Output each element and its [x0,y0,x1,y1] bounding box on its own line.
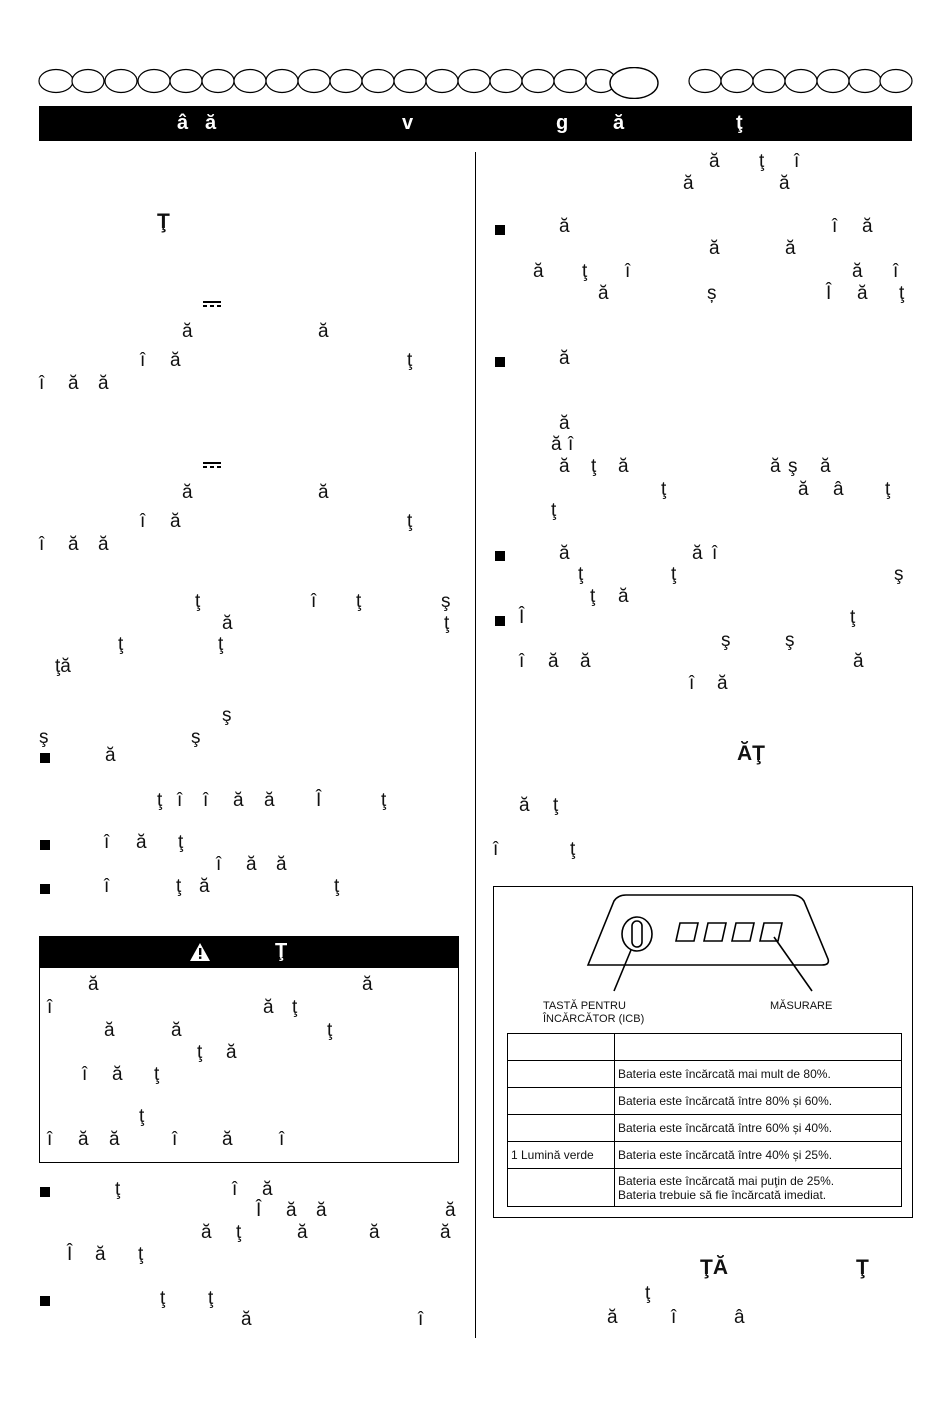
text-fragment: ş [222,705,232,726]
text-fragment: î [519,651,525,672]
text-fragment: ă [246,854,257,875]
text-fragment: ă [112,1064,123,1085]
text-fragment: î [893,261,899,282]
text-fragment: ţ [885,479,891,500]
text-fragment: ţ [160,1288,166,1309]
text-fragment: ă [316,1200,327,1221]
text-fragment: ţ [157,790,163,811]
measure-label: MĂSURARE [770,1000,833,1012]
text-fragment: ş [721,630,731,651]
text-fragment: î [568,434,574,455]
text-fragment: î [832,216,838,237]
text-fragment: â [734,1307,745,1328]
warning-box [39,936,459,1163]
title-char: ţ [736,112,743,134]
text-fragment: ţ [118,634,124,655]
language-tab[interactable] [202,70,234,93]
bullet-icon [40,753,50,763]
text-fragment: ţ [236,1222,242,1243]
text-fragment: î [418,1309,424,1330]
text-fragment: ă [533,261,544,282]
text-fragment: ă [862,216,873,237]
text-fragment: ă [519,795,530,816]
battery-indicator-figure [493,886,913,1218]
text-fragment: ă [171,1020,182,1041]
text-fragment: ă [98,373,109,394]
language-tab[interactable] [849,70,881,93]
text-fragment: î [104,876,110,897]
text-fragment: ă [559,348,570,369]
text-fragment: ă [618,456,629,477]
bullet-icon [495,616,505,626]
text-fragment: ă [201,1222,212,1243]
text-fragment: î [177,790,183,811]
text-fragment: ţ [591,456,597,477]
language-tab[interactable] [721,70,753,93]
text-fragment: ţ [578,564,584,585]
text-fragment: ă [88,974,99,995]
text-fragment: ş [441,591,451,612]
text-fragment: î [104,832,110,853]
text-fragment: ţ [218,634,224,655]
text-fragment: î [140,511,146,532]
text-fragment: ş [785,630,795,651]
text-fragment: ă [286,1200,297,1221]
column-divider [475,152,476,1338]
language-tab[interactable] [689,70,721,93]
text-fragment: î [140,350,146,371]
language-tab[interactable] [298,70,330,93]
text-fragment: ă [717,673,728,694]
text-fragment: ă [318,482,329,503]
text-fragment: ţ [407,350,413,371]
text-fragment: ă [136,832,147,853]
table-row [508,1142,902,1169]
text-fragment: ă [559,413,570,434]
text-fragment: ă [199,876,210,897]
text-fragment: ă [182,482,193,503]
text-fragment: ă [182,321,193,342]
language-tab[interactable] [362,70,394,93]
text-fragment: î [311,591,317,612]
text-fragment: ţ [176,876,182,897]
text-fragment: ă [580,651,591,672]
language-tab[interactable] [522,70,554,93]
text-fragment: ţ [645,1283,651,1304]
table-row [508,1169,902,1207]
text-fragment: ţ [381,790,387,811]
dc-symbol-icon [203,301,221,307]
table-row [508,1088,902,1115]
text-fragment: î [39,534,45,555]
bullet-icon [40,884,50,894]
warning-header [40,937,458,968]
language-tab[interactable] [458,70,490,93]
language-tab[interactable] [138,70,170,93]
text-fragment: ţ [292,997,298,1018]
text-fragment: î [625,261,631,282]
text-fragment: ţ [197,1042,203,1063]
language-tab[interactable] [234,70,266,93]
bullet-icon [495,225,505,235]
text-fragment: ţ [590,586,596,607]
text-fragment: ă [170,511,181,532]
text-fragment: ă [618,586,629,607]
text-fragment: î [493,839,499,860]
battery-status-table [507,1033,902,1207]
indicator-cell [508,1061,615,1088]
text-fragment: î [279,1129,285,1150]
language-tab[interactable] [330,70,362,93]
language-tab[interactable] [490,70,522,93]
text-fragment: ă [445,1200,456,1221]
text-fragment: ă [104,1020,115,1041]
language-tab[interactable] [426,70,458,93]
icb-label-line2: ÎNCĂRCĂTOR (ICB) [543,1013,645,1025]
text-fragment: ă [276,854,287,875]
text-fragment: ă [222,1129,233,1150]
language-tabs-graphic [38,67,914,99]
text-fragment: î [232,1179,238,1200]
text-fragment: î [172,1129,178,1150]
text-fragment: ă [369,1222,380,1243]
bullet-icon [40,840,50,850]
text-fragment: ş [788,456,798,477]
text-fragment: Î [826,283,832,304]
bullet-icon [495,357,505,367]
description-cell [615,1034,902,1061]
text-fragment: ă [770,456,781,477]
text-fragment: ţ [899,283,905,304]
text-fragment: ă [98,534,109,555]
bullet-icon [40,1296,50,1306]
text-fragment: ă [318,321,329,342]
text-fragment: ţ [551,500,557,521]
language-tab[interactable] [72,70,104,93]
text-fragment: ă [857,283,868,304]
indicator-cell [508,1169,615,1207]
indicator-cell [508,1034,615,1061]
text-fragment: ă [709,151,720,172]
language-tab[interactable] [785,70,817,93]
text-fragment: î [794,151,800,172]
text-fragment: ă [559,216,570,237]
text-fragment: î [689,673,695,694]
text-fragment: Î [67,1244,73,1265]
text-fragment: ă [68,373,79,394]
section-heading: ĂŢ [737,742,765,765]
description-cell: Bateria este încărcată între 80% și 60%. [615,1088,902,1115]
description-line: Bateria este încărcată mai puţin de 25%. [618,1173,835,1188]
text-fragment: ă [559,456,570,477]
warning-triangle-icon [189,942,211,962]
language-tab[interactable] [39,70,73,93]
title-char: â [177,112,189,134]
text-fragment: î [203,790,209,811]
text-fragment: ţ [195,591,201,612]
text-fragment: ţ [444,613,450,634]
table-row [508,1034,902,1061]
text-fragment: ă [692,543,703,564]
description-cell [615,1169,902,1207]
text-fragment: ţ [759,151,765,172]
text-fragment: ă [297,1222,308,1243]
text-fragment: ţ [407,511,413,532]
text-fragment: î [47,1129,53,1150]
text-fragment: î [39,373,45,394]
section-heading: Ţ [856,1256,869,1279]
language-tab[interactable] [170,70,202,93]
text-fragment: ă [853,651,864,672]
text-fragment: ţ [671,564,677,585]
text-fragment: ă [785,238,796,259]
title-char: ă [205,112,217,134]
text-fragment: ă [78,1129,89,1150]
text-fragment: ă [548,651,559,672]
bullet-icon [40,1187,50,1197]
text-fragment: Î [519,607,525,628]
description-cell: Bateria este încărcată între 60% și 40%. [615,1115,902,1142]
section-heading: Ţ [157,210,170,233]
text-fragment: ţ [334,876,340,897]
text-fragment: ă [263,997,274,1018]
text-fragment: î [47,997,53,1018]
text-fragment: ţ [138,1244,144,1265]
text-fragment: ş [39,727,49,748]
text-fragment: ţ [661,479,667,500]
text-fragment: ă [551,434,562,455]
icb-label-line1: TASTĂ PENTRU [543,1000,626,1012]
text-fragment: ţă [55,656,71,677]
text-fragment: ă [820,456,831,477]
description-cell: Bateria este încărcată între 40% și 25%. [615,1142,902,1169]
text-fragment: î [671,1307,677,1328]
language-tab-active[interactable] [610,68,658,99]
section-heading: ŢĂ [700,1256,728,1279]
text-fragment: ș [707,283,717,304]
text-fragment: Î [316,790,322,811]
text-fragment: ă [241,1309,252,1330]
description-line: Bateria trebuie să fie încărcată imediat. [618,1187,827,1202]
text-fragment: ţ [139,1106,145,1127]
text-fragment: ţ [115,1179,121,1200]
table-row [508,1061,902,1088]
text-fragment: ţ [553,795,559,816]
text-fragment: ă [233,790,244,811]
text-fragment: ş [191,727,201,748]
warning-title: Ţ [275,940,288,962]
text-fragment: î [216,854,222,875]
text-fragment: ţ [178,832,184,853]
text-fragment: ă [170,350,181,371]
indicator-cell [508,1115,615,1142]
text-fragment: Î [256,1200,262,1221]
text-fragment: ţ [327,1020,333,1041]
text-fragment: ă [105,745,116,766]
description-cell: Bateria este încărcată mai mult de 80%. [615,1061,902,1088]
text-fragment: ş [894,564,904,585]
text-fragment: ă [68,534,79,555]
language-tab[interactable] [554,70,586,93]
indicator-cell: 1 Lumină verde [508,1142,615,1169]
title-char: g [556,112,569,134]
text-fragment: ă [598,283,609,304]
language-tab[interactable] [817,70,849,93]
text-fragment: ă [95,1244,106,1265]
bullet-icon [495,551,505,561]
text-fragment: ă [264,790,275,811]
text-fragment: ţ [570,839,576,860]
language-tab[interactable] [266,70,298,93]
language-tab[interactable] [394,70,426,93]
table-row [508,1115,902,1142]
text-fragment: ţ [582,261,588,282]
text-fragment: ă [362,974,373,995]
text-fragment: ţ [356,591,362,612]
text-fragment: ă [222,613,233,634]
battery-gauge-illustration [494,887,912,997]
language-tab[interactable] [880,70,912,93]
language-tab-strip [38,67,914,99]
text-fragment: î [82,1064,88,1085]
text-fragment: â [833,479,844,500]
text-fragment: ă [798,479,809,500]
text-fragment: ţ [850,607,856,628]
text-fragment: ţ [208,1288,214,1309]
text-fragment: ă [559,543,570,564]
dc-symbol-icon [203,462,221,468]
title-char: v [402,112,414,134]
text-fragment: ă [226,1042,237,1063]
text-fragment: ă [440,1222,451,1243]
text-fragment: î [712,543,718,564]
text-fragment: ţ [154,1064,160,1085]
text-fragment: ă [607,1307,618,1328]
text-fragment: ă [109,1129,120,1150]
text-fragment: ă [683,173,694,194]
section-title-bar [39,106,912,141]
text-fragment: ă [709,238,720,259]
indicator-cell [508,1088,615,1115]
language-tab[interactable] [105,70,137,93]
title-char: ă [613,112,625,134]
text-fragment: ă [779,173,790,194]
text-fragment: ă [262,1179,273,1200]
text-fragment: ă [852,261,863,282]
language-tab[interactable] [753,70,785,93]
